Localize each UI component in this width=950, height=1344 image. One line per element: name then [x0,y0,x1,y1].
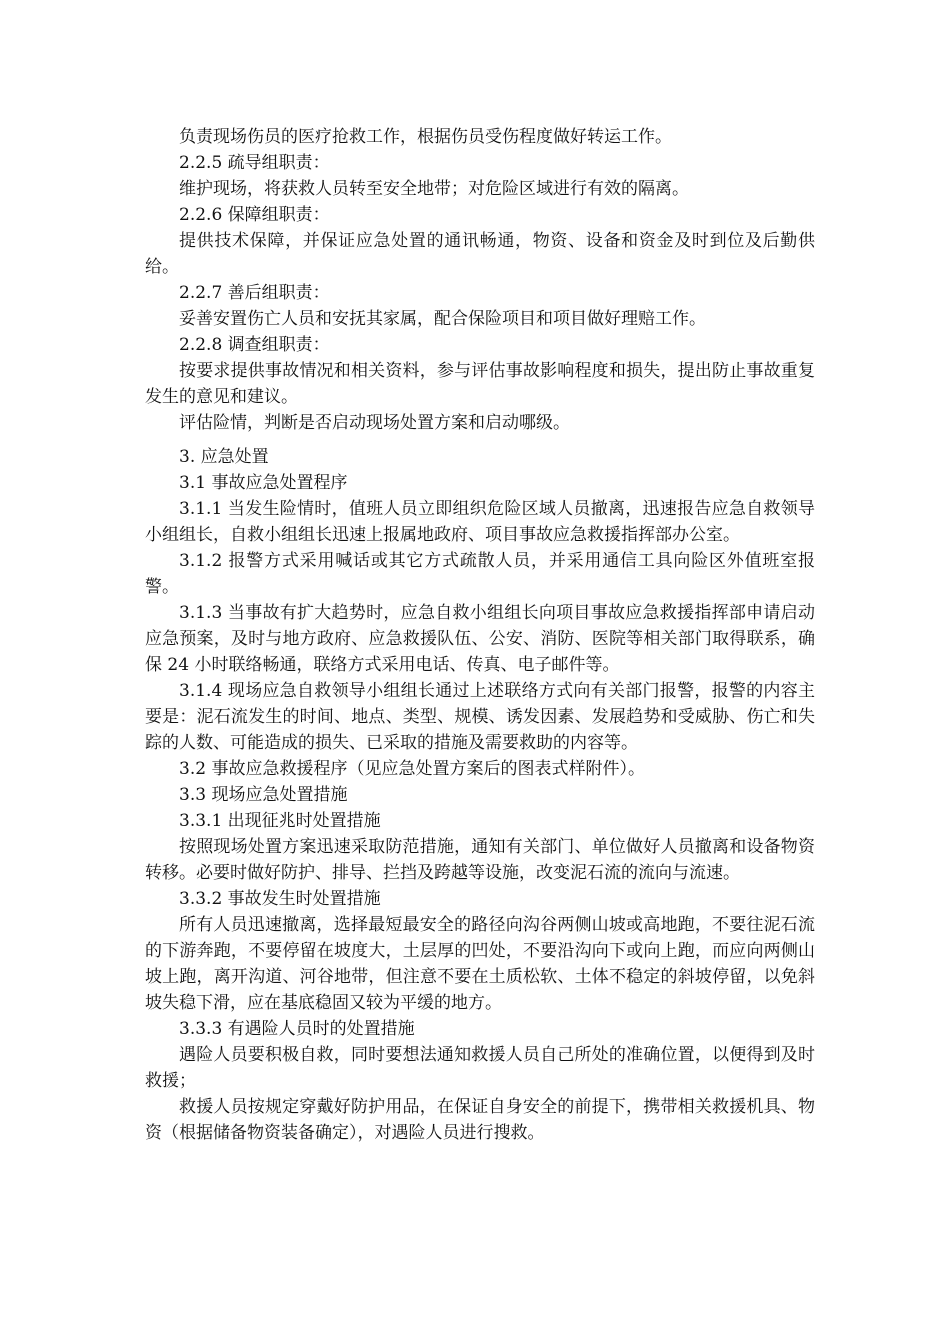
paragraph-incident-measures: 所有人员迅速撤离，选择最短最安全的路径向沟谷两侧山坡或高地跑，不要往泥石流的下游奔跑，不要停留在坡度大，土层厚的凹处，不要沿沟向下或向上跑，而应向两侧山坡上跑，离开沟道、河谷地带，但注意不要在土质松软、土体不稳定的斜坡停留，以免斜坡失稳下滑，应在基底稳固又较为平缓的地方。 [145,915,815,1013]
heading-2-2-5: 2.2.5 疏导组职责： [179,153,330,173]
heading-3-3-1: 3.3.1 出现征兆时处置措施 [179,811,381,831]
paragraph-rescuer-measures: 救援人员按规定穿戴好防护用品，在保证自身安全的前提下，携带相关救援机具、物资（根据储备物资装备确定），对遇险人员进行搜救。 [145,1097,815,1143]
heading-2-2-6: 2.2.6 保障组职责： [179,205,330,225]
paragraph-3-2: 3.2 事故应急救援程序（见应急处置方案后的图表式样附件）。 [179,759,645,779]
paragraph-warning-measures: 按照现场处置方案迅速采取防范措施，通知有关部门、单位做好人员撤离和设备物资转移。必要时做好防护、排导、拦挡及跨越等设施，改变泥石流的流向与流速。 [145,837,815,883]
paragraph-trapped-self-rescue: 遇险人员要积极自救，同时要想法通知救援人员自己所处的准确位置，以便得到及时救援； [145,1045,815,1091]
paragraph-3-1-1: 3.1.1 当发生险情时，值班人员立即组织危险区域人员撤离，迅速报告应急自救领导小组组长，自救小组组长迅速上报属地政府、项目事故应急救援指挥部办公室。 [145,499,815,545]
section-heading-3: 3. 应急处置 [179,447,269,467]
paragraph-3-1-2: 3.1.2 报警方式采用喊话或其它方式疏散人员，并采用通信工具向险区外值班室报警。 [145,551,815,597]
paragraph-evacuation-duty: 维护现场，将获救人员转至安全地带；对危险区域进行有效的隔离。 [179,179,689,199]
heading-3-3: 3.3 现场应急处置措施 [179,785,348,805]
heading-2-2-8: 2.2.8 调查组职责： [179,335,330,355]
paragraph-3-1-4: 3.1.4 现场应急自救领导小组组长通过上述联络方式向有关部门报警，报警的内容主要是：泥石流发生的时间、地点、类型、规模、诱发因素、发展趋势和受威胁、伤亡和失踪的人数、可能造成的损失、已采取的措施及需要救助的内容等。 [145,681,815,753]
paragraph-aftermath-duty: 妥善安置伤亡人员和安抚其家属，配合保险项目和项目做好理赔工作。 [179,309,706,329]
heading-3-1: 3.1 事故应急处置程序 [179,473,348,493]
paragraph-medical-duty: 负责现场伤员的医疗抢救工作，根据伤员受伤程度做好转运工作。 [179,127,672,147]
paragraph-risk-assessment: 评估险情，判断是否启动现场处置方案和启动哪级。 [179,413,570,433]
heading-2-2-7: 2.2.7 善后组职责： [179,283,330,303]
paragraph-support-duty: 提供技术保障，并保证应急处置的通讯畅通，物资、设备和资金及时到位及后勤供给。 [145,231,815,277]
paragraph-investigation-duty: 按要求提供事故情况和相关资料，参与评估事故影响程度和损失，提出防止事故重复发生的意见和建议。 [145,361,815,407]
heading-3-3-2: 3.3.2 事故发生时处置措施 [179,889,381,909]
heading-3-3-3: 3.3.3 有遇险人员时的处置措施 [179,1019,415,1039]
paragraph-3-1-3: 3.1.3 当事故有扩大趋势时，应急自救小组组长向项目事故应急救援指挥部申请启动应急预案，及时与地方政府、应急救援队伍、公安、消防、医院等相关部门取得联系，确保 24 小时联络畅通，联络方式采用电话、传真、电子邮件等。 [145,603,815,675]
document-page [145,124,815,1146]
